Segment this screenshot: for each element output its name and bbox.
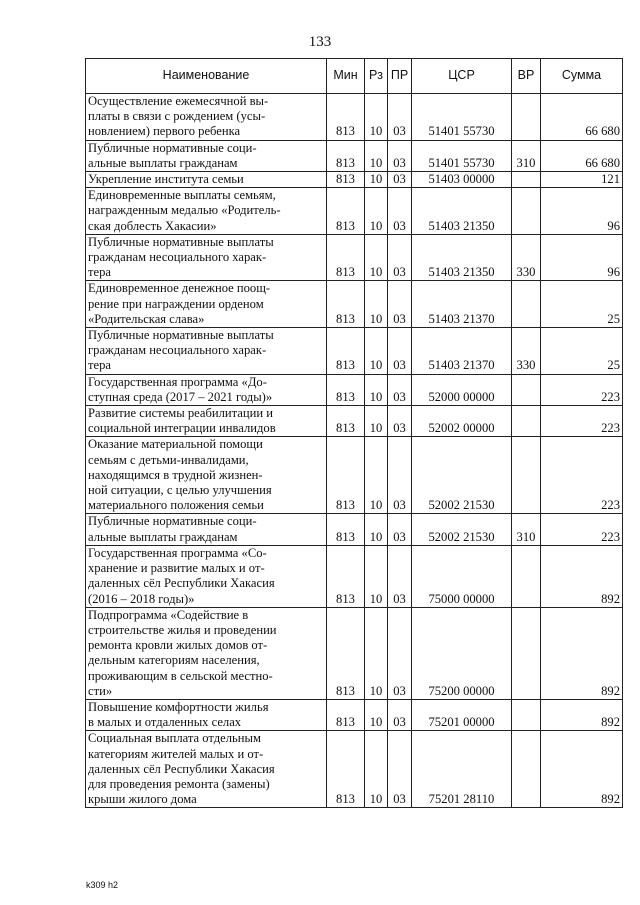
cell-sum: 66 680 <box>541 94 623 141</box>
cell-rz: 10 <box>365 234 388 281</box>
cell-name: Оказание материальной помощи семьям с детьми-инвалидами, находящимся в трудной жизнен- ной ситуации, с целью улучшения материального положения семьи <box>86 437 327 514</box>
cell-pr: 03 <box>388 374 412 405</box>
cell-pr: 03 <box>388 234 412 281</box>
cell-csr: 52002 21530 <box>412 514 512 545</box>
cell-name: Публичные нормативные выплаты гражданам несоциального харак- тера <box>86 328 327 375</box>
table-row <box>86 699 623 730</box>
cell-pr: 03 <box>388 731 412 808</box>
table-row <box>86 374 623 405</box>
cell-name: Подпрограмма «Содействие в строительстве жилья и проведении ремонта кровли жилых домов от- дельным категориям населения, проживающим в сельской местно- сти» <box>86 607 327 699</box>
cell-rz: 10 <box>365 607 388 699</box>
cell-csr: 51403 21350 <box>412 188 512 235</box>
cell-csr: 52002 00000 <box>412 406 512 437</box>
cell-name: Государственная программа «Со- хранение и развитие малых и от- даленных сёл Республики Хакасия (2016 – 2018 годы)» <box>86 545 327 607</box>
cell-min: 813 <box>327 172 365 188</box>
table-header-row <box>86 59 623 94</box>
cell-sum: 25 <box>541 328 623 375</box>
cell-pr: 03 <box>388 699 412 730</box>
cell-sum: 892 <box>541 731 623 808</box>
cell-vr <box>512 374 541 405</box>
cell-pr: 03 <box>388 545 412 607</box>
cell-name: Публичные нормативные соци- альные выплаты гражданам <box>86 140 327 171</box>
cell-csr: 51403 00000 <box>412 172 512 188</box>
table-row <box>86 188 623 235</box>
footer-code: k309 h2 <box>86 880 119 890</box>
cell-sum: 223 <box>541 437 623 514</box>
cell-pr: 03 <box>388 514 412 545</box>
table-row <box>86 514 623 545</box>
cell-csr: 51401 55730 <box>412 140 512 171</box>
header-min: Мин <box>327 59 365 94</box>
cell-vr <box>512 94 541 141</box>
cell-sum: 892 <box>541 545 623 607</box>
cell-vr <box>512 188 541 235</box>
cell-min: 813 <box>327 328 365 375</box>
budget-table <box>85 58 623 808</box>
cell-vr <box>512 731 541 808</box>
cell-rz: 10 <box>365 699 388 730</box>
cell-name: Единовременное денежное поощ- рение при награждении орденом «Родительская слава» <box>86 281 327 328</box>
cell-name: Публичные нормативные выплаты гражданам несоциального харак- тера <box>86 234 327 281</box>
cell-vr: 330 <box>512 328 541 375</box>
cell-sum: 892 <box>541 699 623 730</box>
header-vr: ВР <box>512 59 541 94</box>
cell-csr: 52000 00000 <box>412 374 512 405</box>
cell-csr: 52002 21530 <box>412 437 512 514</box>
cell-vr <box>512 281 541 328</box>
cell-min: 813 <box>327 374 365 405</box>
cell-min: 813 <box>327 234 365 281</box>
cell-rz: 10 <box>365 94 388 141</box>
cell-sum: 223 <box>541 374 623 405</box>
cell-sum: 892 <box>541 607 623 699</box>
table-row <box>86 328 623 375</box>
header-csr: ЦСР <box>412 59 512 94</box>
cell-pr: 03 <box>388 140 412 171</box>
cell-rz: 10 <box>365 514 388 545</box>
cell-sum: 223 <box>541 406 623 437</box>
cell-pr: 03 <box>388 406 412 437</box>
cell-name: Публичные нормативные соци- альные выплаты гражданам <box>86 514 327 545</box>
table-row <box>86 234 623 281</box>
header-pr: ПР <box>388 59 412 94</box>
cell-name: Развитие системы реабилитации и социальной интеграции инвалидов <box>86 406 327 437</box>
cell-vr <box>512 172 541 188</box>
cell-rz: 10 <box>365 172 388 188</box>
cell-min: 813 <box>327 545 365 607</box>
table-row <box>86 172 623 188</box>
cell-csr: 75000 00000 <box>412 545 512 607</box>
cell-vr <box>512 699 541 730</box>
cell-vr: 310 <box>512 514 541 545</box>
cell-pr: 03 <box>388 328 412 375</box>
cell-min: 813 <box>327 607 365 699</box>
table-row <box>86 140 623 171</box>
cell-sum: 96 <box>541 234 623 281</box>
cell-name: Осуществление ежемесячной вы- платы в связи с рождением (усы- новлением) первого ребенка <box>86 94 327 141</box>
header-sum: Сумма <box>541 59 623 94</box>
cell-rz: 10 <box>365 374 388 405</box>
cell-vr <box>512 545 541 607</box>
cell-name: Единовременные выплаты семьям, награжденным медалью «Родитель- ская доблесть Хакасии» <box>86 188 327 235</box>
cell-rz: 10 <box>365 437 388 514</box>
cell-name: Повышение комфортности жилья в малых и отдаленных селах <box>86 699 327 730</box>
cell-sum: 96 <box>541 188 623 235</box>
table-row <box>86 731 623 808</box>
cell-vr: 310 <box>512 140 541 171</box>
table-row <box>86 94 623 141</box>
cell-csr: 75201 28110 <box>412 731 512 808</box>
cell-rz: 10 <box>365 188 388 235</box>
cell-min: 813 <box>327 514 365 545</box>
cell-min: 813 <box>327 406 365 437</box>
header-name: Наименование <box>86 59 327 94</box>
cell-rz: 10 <box>365 406 388 437</box>
cell-name: Укрепление института семьи <box>86 172 327 188</box>
cell-sum: 66 680 <box>541 140 623 171</box>
table-row <box>86 607 623 699</box>
cell-min: 813 <box>327 94 365 141</box>
cell-rz: 10 <box>365 731 388 808</box>
cell-min: 813 <box>327 140 365 171</box>
cell-csr: 51403 21370 <box>412 281 512 328</box>
table-row <box>86 406 623 437</box>
cell-name: Государственная программа «До- ступная среда (2017 – 2021 годы)» <box>86 374 327 405</box>
table-row <box>86 437 623 514</box>
cell-vr <box>512 437 541 514</box>
cell-rz: 10 <box>365 328 388 375</box>
cell-sum: 25 <box>541 281 623 328</box>
cell-pr: 03 <box>388 172 412 188</box>
cell-pr: 03 <box>388 281 412 328</box>
cell-csr: 51401 55730 <box>412 94 512 141</box>
cell-pr: 03 <box>388 94 412 141</box>
cell-min: 813 <box>327 188 365 235</box>
cell-csr: 51403 21350 <box>412 234 512 281</box>
cell-vr: 330 <box>512 234 541 281</box>
table-row <box>86 545 623 607</box>
cell-rz: 10 <box>365 140 388 171</box>
cell-pr: 03 <box>388 188 412 235</box>
cell-csr: 51403 21370 <box>412 328 512 375</box>
header-rz: Рз <box>365 59 388 94</box>
cell-min: 813 <box>327 437 365 514</box>
cell-vr <box>512 607 541 699</box>
cell-sum: 223 <box>541 514 623 545</box>
page-number: 133 <box>308 34 332 50</box>
cell-name: Социальная выплата отдельным категориям жителей малых и от- даленных сёл Республики Хакасия для проведения ремонта (замены) крыши жилого дома <box>86 731 327 808</box>
cell-rz: 10 <box>365 281 388 328</box>
cell-min: 813 <box>327 281 365 328</box>
cell-csr: 75200 00000 <box>412 607 512 699</box>
cell-sum: 121 <box>541 172 623 188</box>
cell-csr: 75201 00000 <box>412 699 512 730</box>
cell-pr: 03 <box>388 607 412 699</box>
table-row <box>86 281 623 328</box>
cell-vr <box>512 406 541 437</box>
cell-rz: 10 <box>365 545 388 607</box>
cell-min: 813 <box>327 731 365 808</box>
cell-pr: 03 <box>388 437 412 514</box>
cell-min: 813 <box>327 699 365 730</box>
